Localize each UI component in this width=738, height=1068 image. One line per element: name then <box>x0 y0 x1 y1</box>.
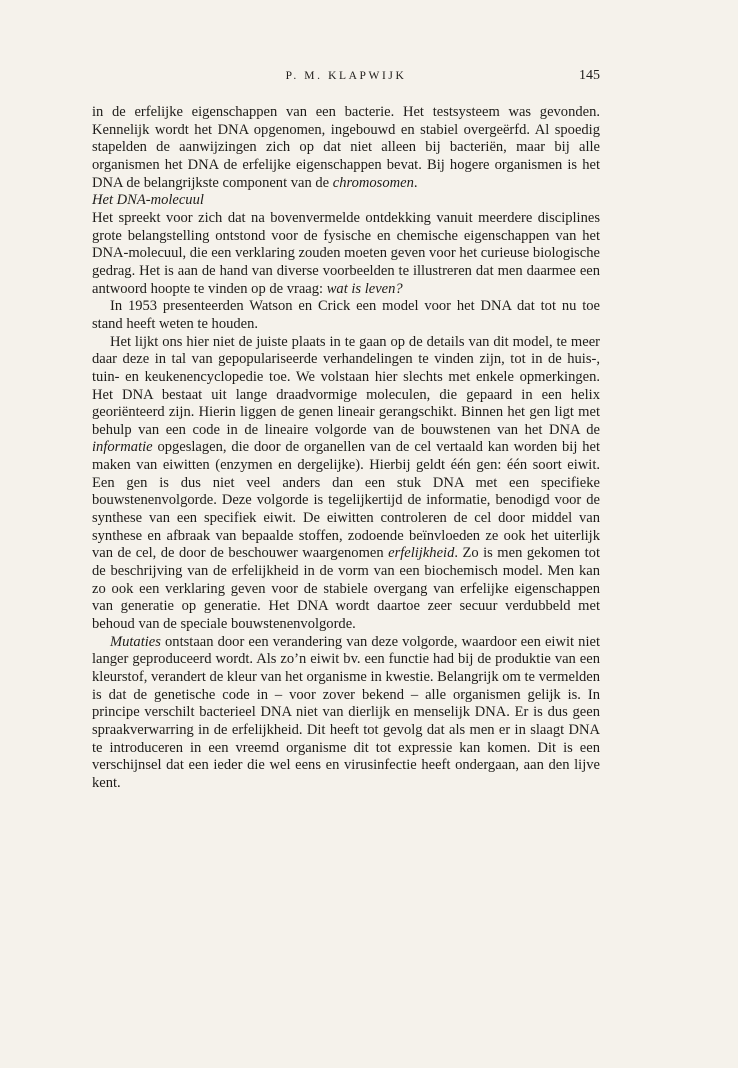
paragraph-5-emphasis: Mutaties <box>110 633 161 650</box>
paragraph-1-tail: . <box>413 174 418 191</box>
paragraph-1-emphasis: chromosomen <box>332 174 414 191</box>
paragraph-4-tail: . Zo is men gekomen tot de beschrijving van de erfelijkheid in de vorm van een biochemisch model. Men kan zo ook een verklaring geven voor de stabiele overgang van erfelijke eigenschappen van generatie op generatie. Het DNA wordt daartoe zeer secuur verdubbeld met behoud van de speciale bouwstenenvolgorde. <box>92 545 600 633</box>
paragraph-4 <box>92 334 600 634</box>
paragraph-4-text-2: opgeslagen, die door de organellen van de cel vertaald kan worden bij het maken van eiwitten (enzymen en dergelijke). Hierbij geldt één gen: één soort eiwit. Een gen is dus niet veel anders dan een stuk DNA met een specifieke bouwstenenvolgorde. Deze volgorde is tegelijkertijd de informatie, benodigd voor de synthese van een specifiek eiwit. De eiwitten controleren de cel door middel van synthese en afbraak van bepaalde stoffen, zodoende beïnvloeden ze ook het uiterlijk van de cel, de door de beschouwer waargenomen <box>92 439 600 562</box>
paragraph-4-emphasis-2: erfelijkheid <box>388 545 455 562</box>
paragraph-4-text: Het lijkt ons hier niet de juiste plaats in te gaan op de details van dit model, te meer daar deze in tal van gepopulariseerde verhandelingen te vinden zijn, tot in de huis-, tuin- en keukenencyclopedie toe. We volstaan hier slechts met enkele opmerkingen. Het DNA bestaat uit lange draadvormige moleculen, die gepaard in een helix georiënteerd zijn. Hierin liggen de genen lineair gerangschikt. Binnen het gen ligt met behulp van een code in de lineaire volgorde van de bouwstenen van het DNA de <box>92 333 600 438</box>
page-number: 145 <box>579 68 600 83</box>
paragraph-2-text: Het spreekt voor zich dat na bovenvermelde ontdekking vanuit meerdere disciplines grote belangstelling ontstond voor de fysische en chemische eigenschappen van het DNA-molecuul, die een verklaring zouden moeten geven voor het curieuse biologische gedrag. Het is aan de hand van diverse voorbeelden te illustreren dat men daarmee een antwoord hoopte te vinden op de vraag: <box>92 209 600 297</box>
section-heading: Het DNA-molecuul <box>92 192 204 209</box>
paragraph-4-emphasis: informatie <box>92 439 153 456</box>
paragraph-2-emphasis: wat is leven? <box>326 280 403 297</box>
paragraph-5 <box>92 634 600 793</box>
paragraph-1-text: in de erfelijke eigenschappen van een bacterie. Het testsysteem was gevonden. Kennelijk wordt het DNA opgenomen, ingebouwd en stabiel overgeërfd. Al spoedig stapelden de aanwijzingen zich op dat niet alleen bij bacteriën, maar bij alle organismen het DNA de erfelijke eigenschappen bevat. Bij hogere organismen is het DNA de belangrijkste component van de <box>92 104 600 191</box>
running-head-author: P. M. KLAPWIJK <box>285 70 407 82</box>
paragraph-2 <box>92 210 600 298</box>
paragraph-5-text: ontstaan door een verandering van deze volgorde, waardoor een eiwit niet langer geproduceerd wordt. Als zo’n eiwit bv. een functie had bij de produktie van een kleurstof, verandert de kleur van het organisme in kwestie. Belangrijk om te vermelden is dat de genetische code in – voor zover bekend – alle organismen gelijk is. In principe verschilt bacterieel DNA niet van dierlijk en menselijk DNA. Er is dus geen spraakverwarring in de erfelijkheid. Dit heeft tot gevolg dat als men er in slaagt DNA te introduceren in een vreemd organisme dit tot expressie kan komen. Dit is een verschijnsel dat een ieder die wel eens en virusinfectie heeft ondergaan, aan den lijve kent. <box>92 633 600 791</box>
body-text <box>92 104 600 793</box>
running-head <box>92 66 600 86</box>
paragraph-3: In 1953 presenteerden Watson en Crick een model voor het DNA dat tot nu toe stand heeft weten te houden. <box>92 298 600 332</box>
paragraph-1 <box>92 104 600 192</box>
